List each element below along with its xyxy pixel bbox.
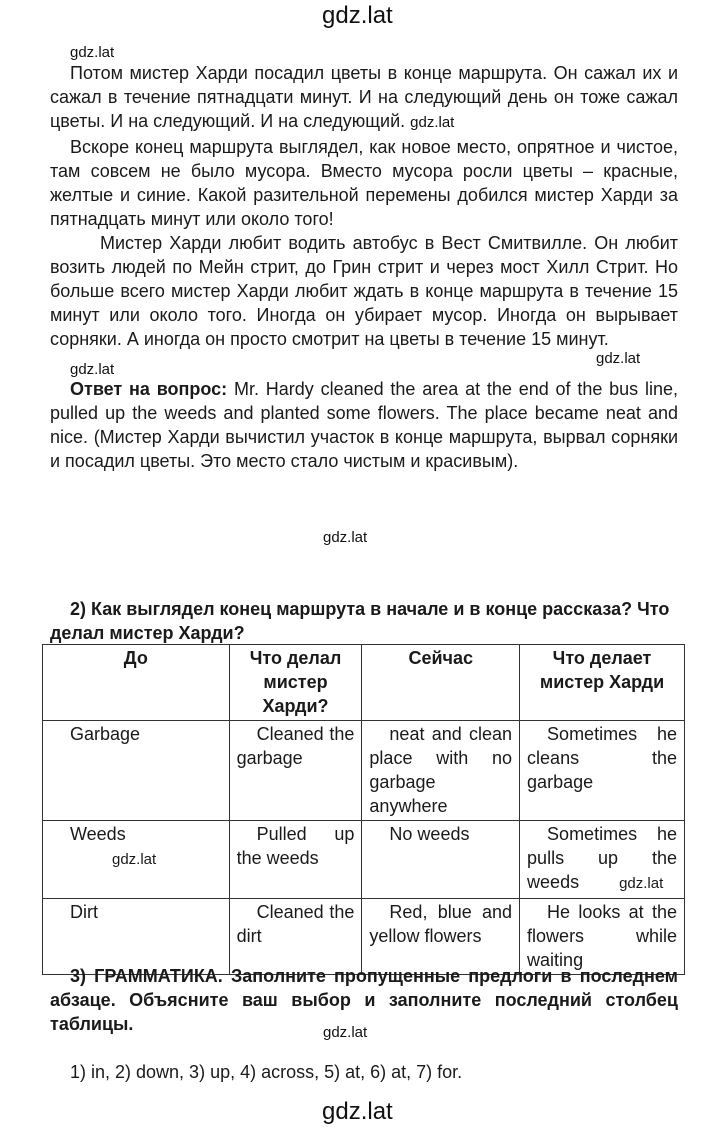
table-cell: No weeds (362, 821, 520, 899)
answer-text: Mr. Hardy cleaned the area at the end of the bus line, pulled up the weeds and planted some flowers. The place became neat and nice. (Мистер Харди вычистил участок в конце маршрута, вырвал сорняки и посадил цветы. Это место стало чистым и красивым). (50, 379, 678, 471)
watermark-bottom: gdz.lat (322, 1098, 393, 1125)
table-row (43, 721, 685, 821)
table-row (43, 821, 685, 899)
table-cell: Sometimes he pulls up the weeds gdz.lat (520, 821, 685, 899)
table-cell: Dirt (43, 899, 230, 975)
table-header-row (43, 645, 685, 721)
answer-paragraph: Ответ на вопрос: Mr. Hardy cleaned the area at the end of the bus line, pulled up the weeds and planted some flowers. The place became neat and nice. (Мистер Харди вычистил участок в конце маршрута, вырвал сорняки и посадил цветы. Это место стало чистым и красивым). (50, 379, 678, 471)
table-header: Что делает мистер Харди (520, 645, 685, 721)
table-cell: neat and clean place with no garbage anywhere (362, 721, 520, 821)
watermark: gdz.lat (70, 361, 115, 378)
story-paragraph-3: Мистер Харди любит водить автобус в Вест Смитвилле. Он любит возить людей по Мейн стрит, до Грин стрит и через мост Хилл Стрит. Но больше всего мистер Харди любит ждать в конце маршрута в течение 15 минут или около того. Иногда он убирает мусор. Иногда он вырывает сорняки. А иногда он просто смотрит на цветы в течение 15 минут. (50, 233, 678, 349)
table-cell: Cleaned the garbage (229, 721, 362, 821)
table-cell: Pulled up the weeds (229, 821, 362, 899)
story-text (50, 61, 678, 351)
table-cell: Cleaned the dirt (229, 899, 362, 975)
table-header: До (43, 645, 230, 721)
watermark: gdz.lat (323, 1024, 368, 1041)
question-2: 2) Как выглядел конец маршрута в начале и в конце рассказа? Что делал мистер Харди? (50, 599, 670, 643)
watermark: gdz.lat (112, 851, 157, 868)
table-cell: Garbage (43, 721, 230, 821)
question-3: 3) ГРАММАТИКА. Заполните пропущенные предлоги в последнем абзаце. Объясните ваш выбор и заполните последний столбец таблицы. (50, 966, 678, 1034)
comparison-table (42, 644, 685, 975)
table-header: Сейчас (362, 645, 520, 721)
watermark: gdz.lat (619, 875, 664, 892)
table-cell: He looks at the flowers while waiting (520, 899, 685, 975)
watermark-top: gdz.lat (322, 2, 393, 29)
table-cell: Sometimes he cleans the garbage (520, 721, 685, 821)
grammar-answers: 1) in, 2) down, 3) up, 4) across, 5) at, 6) at, 7) for. (70, 1062, 463, 1082)
table-cell: Red, blue and yellow flowers (362, 899, 520, 975)
table-header: Что делал мистер Харди? (229, 645, 362, 721)
answer-label: Ответ на вопрос (70, 379, 222, 399)
watermark: gdz.lat (323, 529, 368, 546)
watermark: gdz.lat (596, 350, 641, 367)
watermark: gdz.lat (70, 44, 115, 61)
story-paragraph-1: Потом мистер Харди посадил цветы в конце маршрута. Он сажал их и сажал в течение пятнадцати минут. И на следующий день он тоже сажал цветы. И на следующий. И на следующий. gdz.lat (50, 63, 678, 131)
story-paragraph-2: Вскоре конец маршрута выглядел, как новое место, опрятное и чистое, там совсем не было мусора. Вместо мусора росли цветы – красные, желтые и синие. Какой разительной перемены добился мистер Харди за пятнадцать минут или около того! (50, 137, 678, 229)
table-cell: Weeds gdz.lat (43, 821, 230, 899)
